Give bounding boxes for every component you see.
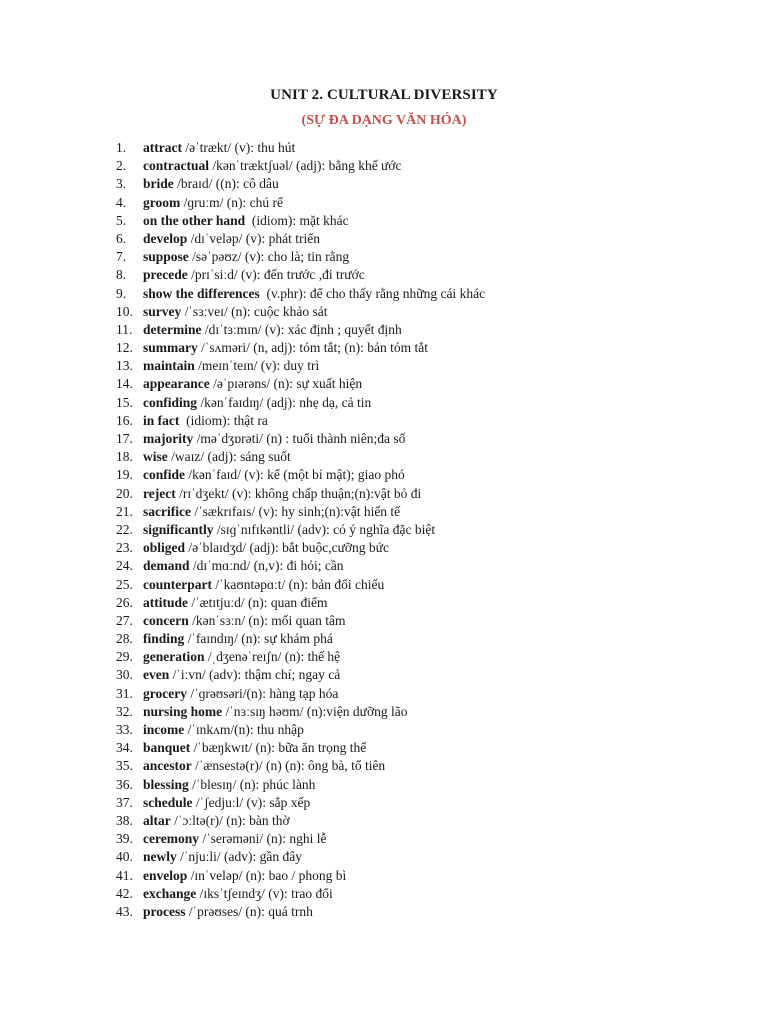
vocab-number: 41. (116, 867, 133, 883)
vocab-item (116, 594, 736, 612)
vocab-word: reject (143, 485, 176, 501)
vocab-definition: /meɪnˈteɪn/ (v): duy trì (194, 358, 320, 374)
vocab-number: 21. (116, 503, 133, 519)
vocab-item (116, 612, 736, 630)
vocab-word: generation (143, 649, 205, 665)
vocab-item (116, 867, 736, 885)
vocab-item (116, 266, 736, 284)
vocab-item (116, 485, 736, 503)
vocab-item (116, 812, 736, 830)
vocab-number: 9. (116, 285, 127, 301)
vocab-word: confiding (143, 394, 198, 410)
vocab-word: survey (143, 303, 182, 319)
vocab-word: schedule (143, 794, 193, 810)
vocab-word: banquet (143, 740, 191, 756)
vocab-definition: /ɪksˈtʃeɪndʒ/ (v): trao đổi (196, 885, 333, 901)
vocab-number: 29. (116, 649, 133, 665)
vocab-definition: /ˌdʒenəˈreɪʃn/ (n): thế hệ (204, 649, 341, 665)
vocab-item (116, 666, 736, 684)
vocab-item (116, 757, 736, 775)
vocab-word: sacrifice (143, 503, 191, 519)
vocab-number: 24. (116, 558, 133, 574)
vocab-definition: /ˈnɜːsɪŋ həʊm/ (n):viện dưỡng lão (222, 703, 408, 719)
vocab-word: process (143, 903, 186, 919)
vocab-item (116, 139, 736, 157)
vocab-number: 12. (116, 340, 133, 356)
vocab-word: finding (143, 631, 185, 647)
vocab-number: 16. (116, 412, 133, 428)
vocab-definition: /ˈprəʊses/ (n): quá trnh (185, 903, 313, 919)
page-subtitle: (SỰ ĐA DẠNG VĂN HÓA) (301, 113, 467, 128)
vocab-word: determine (143, 321, 202, 337)
vocab-definition: /kənˈfaɪd/ (v): kể (một bí mật); giao phó (185, 467, 405, 483)
vocab-word: ancestor (143, 758, 192, 774)
vocab-definition: /ˈserəməni/ (n): nghi lễ (198, 831, 327, 847)
vocab-definition: /kənˈsɜːn/ (n): mối quan tâm (188, 612, 346, 628)
vocab-number: 3. (116, 176, 127, 192)
vocab-word: bride (143, 176, 174, 192)
vocab-item (116, 357, 736, 375)
vocab-item (116, 430, 736, 448)
vocab-number: 5. (116, 212, 127, 228)
vocab-definition: /ˈsækrɪfaɪs/ (v): hy sinh;(n):vật hiến tế (190, 503, 401, 519)
page-title: UNIT 2. CULTURAL DIVERSITY (270, 87, 498, 103)
vocab-definition: /əˈblaɪdʒd/ (adj): bắt buộc,cưỡng bức (185, 540, 389, 556)
vocab-item (116, 739, 736, 757)
vocab-definition: /kənˈtræktʃuəl/ (adj): bằng khế ước (208, 158, 402, 174)
vocab-definition: (v.phr): để cho thấy rằng những cái khác (259, 285, 486, 301)
vocab-item (116, 321, 736, 339)
vocab-word: counterpart (143, 576, 212, 592)
vocab-definition: /ˈɔːltə(r)/ (n): bàn thờ (170, 812, 290, 828)
vocab-definition: /ˈfaɪndɪŋ/ (n): sự khám phá (184, 631, 333, 647)
vocab-item (116, 448, 736, 466)
vocab-definition: /ˈkaʊntəpɑːt/ (n): bản đối chiếu (211, 576, 385, 592)
vocab-item (116, 412, 736, 430)
vocab-item (116, 776, 736, 794)
vocab-item (116, 303, 736, 321)
vocab-number: 33. (116, 722, 133, 737)
vocab-word: maintain (143, 358, 195, 374)
vocab-item (116, 557, 736, 575)
vocab-word: significantly (143, 521, 214, 537)
vocab-word: on the other hand (143, 212, 246, 228)
vocab-number: 4. (116, 194, 127, 210)
vocab-definition: /ˈblesɪŋ/ (n): phúc lành (188, 776, 316, 792)
vocab-word: contractual (143, 158, 209, 174)
vocab-number: 19. (116, 467, 133, 483)
vocab-definition: /məˈdʒɒrəti/ (n) : tuổi thành niên;đa số (193, 431, 406, 446)
vocab-number: 23. (116, 540, 133, 556)
vocab-item (116, 685, 736, 703)
vocab-number: 42. (116, 885, 133, 901)
vocab-number: 10. (116, 303, 133, 319)
vocab-item (116, 539, 736, 557)
vocab-number: 8. (116, 267, 127, 283)
vocab-number: 31. (116, 685, 133, 701)
vocab-item (116, 703, 736, 721)
vocab-word: majority (143, 431, 194, 446)
vocab-definition: /ˈænsestə(r)/ (n) (n): ông bà, tổ tiên (191, 758, 386, 774)
vocab-definition: /ˈʃedjuːl/ (v): sắp xếp (192, 794, 311, 810)
vocab-definition: /braɪd/ ((n): cô dâu (173, 176, 279, 192)
vocab-definition: /ˈætɪtjuːd/ (n): quan điểm (188, 594, 328, 610)
vocab-number: 25. (116, 576, 133, 592)
vocab-word: nursing home (143, 703, 223, 719)
vocab-item (116, 175, 736, 193)
vocab-word: income (143, 722, 185, 737)
vocab-word: develop (143, 230, 188, 246)
vocab-number: 26. (116, 594, 133, 610)
vocab-word: suppose (143, 249, 189, 265)
vocab-definition: /ˈɡrəʊsəri/(n): hàng tạp hóa (186, 685, 339, 701)
vocab-number: 35. (116, 758, 133, 774)
vocab-definition: /ˈnjuːli/ (adv): gần đây (176, 849, 302, 865)
vocab-number: 6. (116, 230, 127, 246)
vocab-item (116, 794, 736, 812)
vocab-word: newly (143, 849, 177, 865)
vocab-word: grocery (143, 685, 187, 701)
vocab-number: 40. (116, 849, 133, 865)
vocab-definition: /waɪz/ (adj): sáng suốt (167, 449, 291, 465)
vocab-word: even (143, 667, 170, 683)
vocab-item (116, 157, 736, 175)
vocab-definition: /sɪɡˈnɪfɪkəntli/ (adv): có ý nghĩa đặc biệt (213, 521, 436, 537)
vocab-item (116, 848, 736, 866)
vocab-word: in fact (143, 412, 180, 428)
vocab-number: 30. (116, 667, 133, 683)
vocab-word: attitude (143, 594, 188, 610)
vocab-number: 22. (116, 521, 133, 537)
vocab-definition: /dɪˈtɜːmɪn/ (v): xác định ; quyết định (201, 321, 402, 337)
vocab-number: 32. (116, 703, 133, 719)
vocab-definition: /ɡruːm/ (n): chú rể (180, 194, 283, 210)
vocab-item (116, 630, 736, 648)
vocab-definition: (idiom): mặt khác (245, 212, 349, 228)
vocab-definition: /ˈiːvn/ (adv): thậm chí; ngay cả (169, 667, 341, 683)
vocab-item (116, 375, 736, 393)
vocab-number: 38. (116, 812, 133, 828)
vocab-number: 17. (116, 431, 133, 446)
vocab-definition: /dɪˈveləp/ (v): phát triển (187, 230, 320, 246)
vocab-word: concern (143, 612, 189, 628)
vocab-number: 28. (116, 631, 133, 647)
vocab-definition: /kənˈfaɪdɪŋ/ (adj): nhẹ dạ, cả tin (197, 394, 372, 410)
vocab-word: groom (143, 194, 181, 210)
vocab-number: 11. (116, 321, 133, 337)
vocab-word: attract (143, 140, 182, 155)
vocab-number: 43. (116, 903, 133, 919)
vocab-item (116, 885, 736, 903)
vocab-definition: /əˈpɪərəns/ (n): sự xuất hiện (209, 376, 363, 392)
vocab-item (116, 466, 736, 484)
vocab-item (116, 212, 736, 230)
vocab-word: exchange (143, 885, 197, 901)
vocab-definition: /səˈpəʊz/ (v): cho là; tin rằng (188, 249, 350, 265)
vocab-word: obliged (143, 540, 186, 556)
vocab-definition: /ɪnˈveləp/ (n): bao / phong bì (187, 867, 347, 883)
vocab-word: ceremony (143, 831, 199, 847)
vocab-word: blessing (143, 776, 189, 792)
vocab-item (116, 230, 736, 248)
vocab-word: demand (143, 558, 190, 574)
vocab-item (116, 339, 736, 357)
vocab-word: appearance (143, 376, 210, 392)
vocab-number: 18. (116, 449, 133, 465)
vocab-number: 36. (116, 776, 133, 792)
vocab-number: 2. (116, 158, 127, 174)
vocab-definition: /ˈsʌməri/ (n, adj): tóm tắt; (n): bản tóm tắt (197, 340, 428, 356)
vocab-item (116, 503, 736, 521)
vocab-definition: /prɪˈsiːd/ (v): đến trước ,đi trước (187, 267, 365, 283)
vocab-word: wise (143, 449, 168, 465)
vocab-word: summary (143, 340, 198, 356)
vocab-item (116, 394, 736, 412)
vocab-definition: /əˈtrækt/ (v): thu hút (181, 140, 296, 155)
vocab-number: 15. (116, 394, 133, 410)
vocab-item (116, 248, 736, 266)
vocab-definition: /dɪˈmɑːnd/ (n,v): đi hỏi; cần (189, 558, 344, 574)
vocab-item (116, 903, 736, 921)
vocab-item (116, 830, 736, 848)
vocab-number: 13. (116, 358, 133, 374)
vocab-item (116, 576, 736, 594)
vocab-item (116, 521, 736, 539)
vocab-word: confide (143, 467, 185, 483)
vocab-word: envelop (143, 867, 188, 883)
vocab-definition: /ˈsɜːveɪ/ (n): cuộc khảo sát (181, 303, 328, 319)
vocab-number: 34. (116, 740, 133, 756)
vocab-number: 7. (116, 249, 127, 265)
vocab-item (116, 648, 736, 666)
vocab-number: 37. (116, 794, 133, 810)
vocab-number: 27. (116, 612, 133, 628)
vocab-item (116, 721, 736, 739)
vocab-word: show the differences (143, 285, 260, 301)
vocab-definition: /ˈɪnkʌm/(n): thu nhập (184, 722, 304, 737)
vocab-definition: /rɪˈdʒekt/ (v): không chấp thuận;(n):vật bỏ đi (175, 485, 422, 501)
vocab-definition: (idiom): thật ra (179, 412, 268, 428)
vocab-item (116, 285, 736, 303)
vocab-number: 1. (116, 140, 127, 155)
vocab-word: altar (143, 812, 171, 828)
vocab-number: 14. (116, 376, 133, 392)
vocab-definition: /ˈbæŋkwɪt/ (n): bữa ăn trọng thể (190, 740, 367, 756)
vocab-item (116, 194, 736, 212)
vocab-word: precede (143, 267, 188, 283)
vocab-number: 39. (116, 831, 133, 847)
vocab-number: 20. (116, 485, 133, 501)
vocabulary-list (116, 139, 736, 921)
